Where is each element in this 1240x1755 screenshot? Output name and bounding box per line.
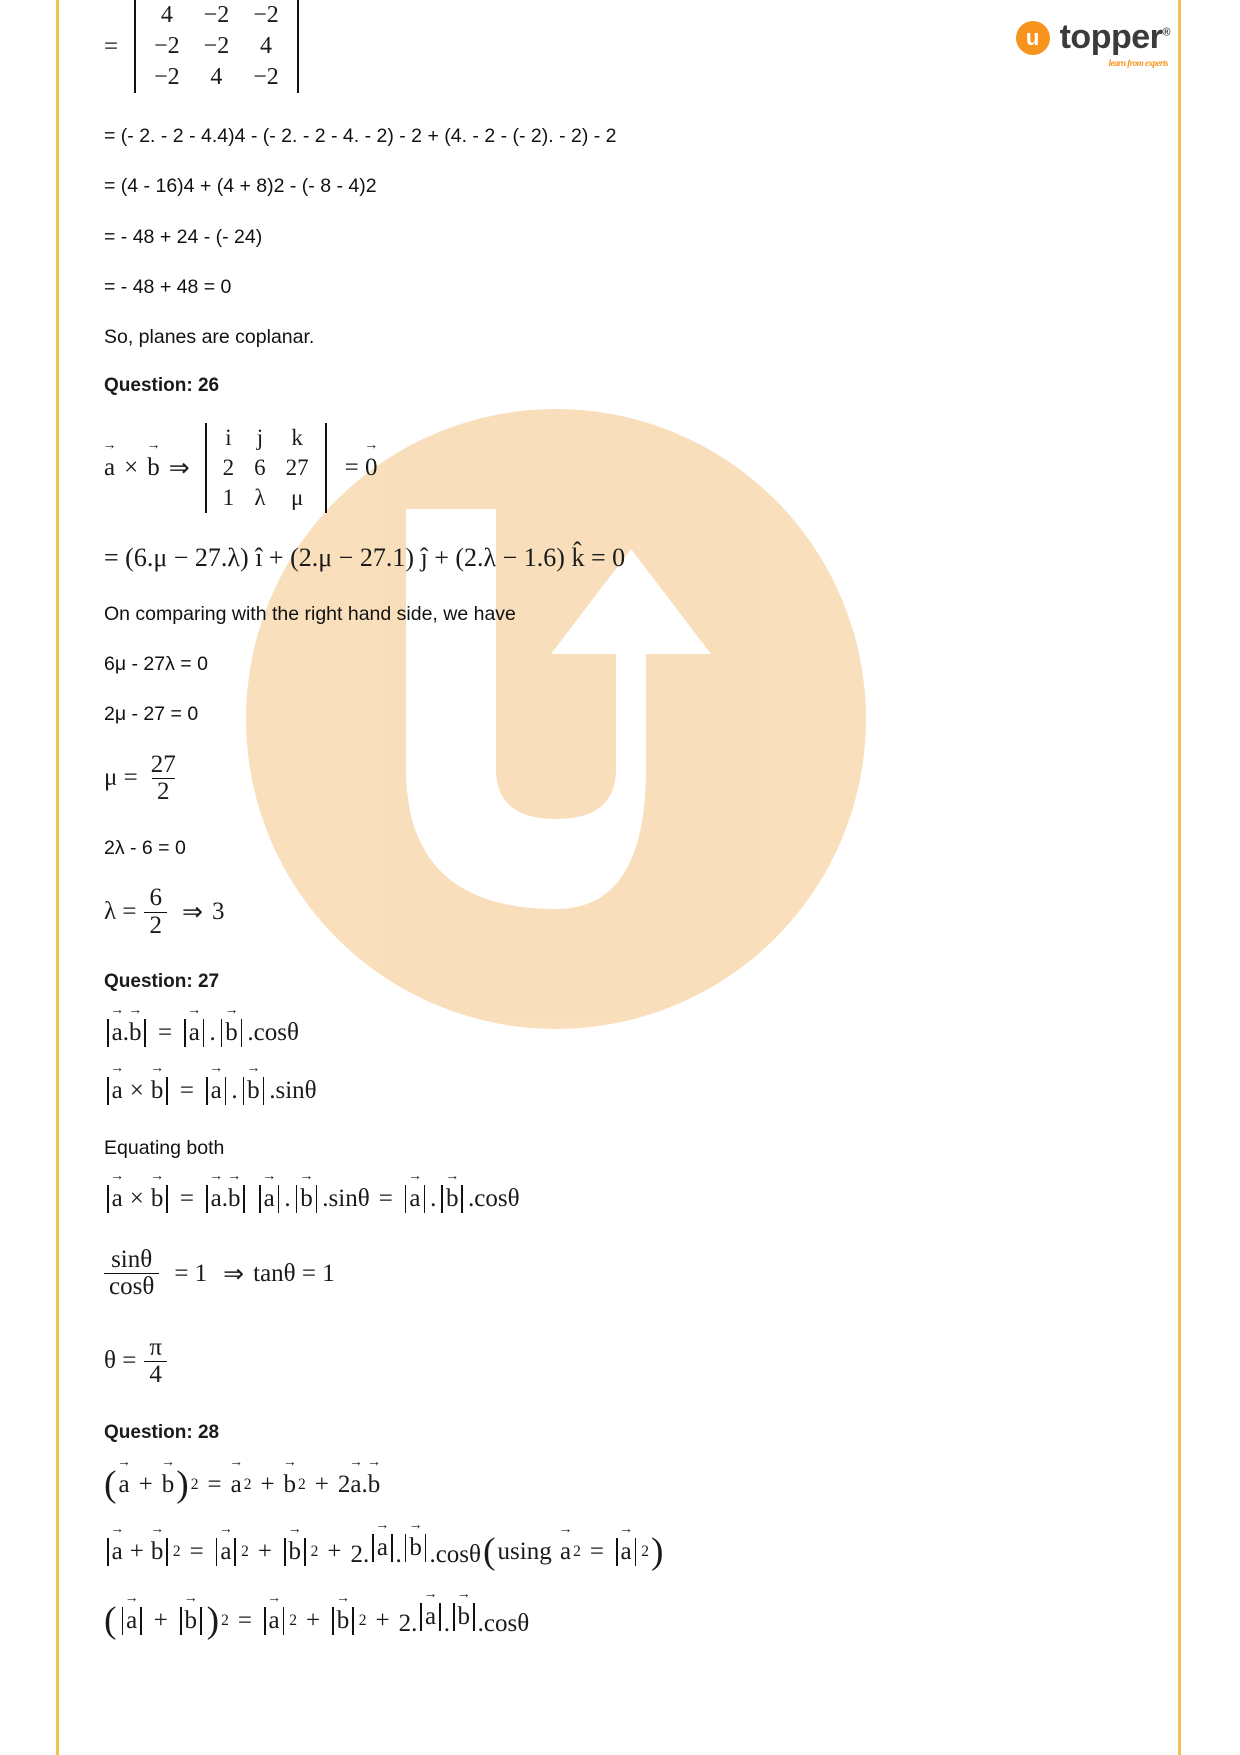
abs-a-plus-b bbox=[104, 1538, 171, 1566]
comparing-text: On comparing with the right hand side, we have bbox=[104, 602, 516, 625]
abs-bar bbox=[225, 1077, 227, 1105]
vector-b: b → bbox=[162, 1471, 175, 1499]
abs-bar bbox=[635, 1538, 637, 1566]
vector-b: b → bbox=[151, 1077, 164, 1105]
abs-a-dot-b: a → . b → bbox=[104, 1019, 149, 1047]
matrix-cell: −2 bbox=[154, 33, 180, 59]
mu-lhs: μ = bbox=[104, 764, 138, 792]
abs-bar bbox=[166, 1538, 168, 1566]
matrix-cell: 27 bbox=[285, 454, 309, 480]
vector-b: b → bbox=[337, 1607, 350, 1635]
equals-sign: = bbox=[589, 1537, 604, 1565]
fraction-numerator: π bbox=[149, 1333, 162, 1361]
table-row bbox=[213, 453, 319, 483]
term-2abcos: 2. a → . b → .cosθ bbox=[350, 1534, 481, 1569]
mu-value bbox=[104, 752, 1124, 806]
lambda-fraction bbox=[144, 885, 167, 939]
exponent-2: 2 bbox=[289, 1611, 297, 1629]
abs-bar bbox=[259, 1185, 261, 1213]
logo-text-label: topper bbox=[1059, 18, 1163, 56]
table-row bbox=[213, 423, 319, 453]
abs-bar bbox=[316, 1185, 318, 1213]
tan-theta-result: tanθ = 1 bbox=[253, 1259, 335, 1287]
sin-theta: .sinθ bbox=[322, 1185, 370, 1213]
combined-equation: a → × b → = a → . b → a → . b → .sinθ = a → . b → .cosθ bbox=[104, 1185, 1124, 1213]
question-28-equation-2 bbox=[104, 1530, 1124, 1572]
sin-over-cos-fraction bbox=[104, 1247, 159, 1301]
determinant-expression bbox=[104, 0, 1124, 93]
abs-bar bbox=[203, 1019, 205, 1047]
abs-bar bbox=[441, 1185, 443, 1213]
vector-a: a → bbox=[189, 1019, 200, 1047]
exponent-2: 2 bbox=[221, 1611, 229, 1629]
matrix-cell: i bbox=[225, 424, 232, 450]
matrix-cell: −2 bbox=[253, 2, 279, 28]
abs-a-cross-b bbox=[104, 1185, 171, 1213]
lambda-lhs: λ = bbox=[104, 898, 137, 926]
matrix-cell: k bbox=[291, 424, 303, 450]
tan-theta-line bbox=[104, 1247, 1124, 1301]
vector-a: a → bbox=[560, 1538, 571, 1566]
vector-a: a → bbox=[104, 454, 115, 482]
dot-product-magnitude: a → . b → = a → . b → .cosθ bbox=[104, 1019, 1124, 1047]
vector-b: b → bbox=[446, 1185, 459, 1213]
expansion-line-1: = (- 2. - 2 - 4.4)4 - (- 2. - 2 - 4. - 2) - 2 + (4. - 2 - (- 2). - 2) - 2 bbox=[104, 125, 617, 147]
document-content bbox=[104, 0, 1124, 1662]
plus-sign: + bbox=[314, 1471, 329, 1499]
abs-b bbox=[438, 1185, 466, 1213]
matrix-left-bar bbox=[205, 423, 207, 513]
matrix-cell: j bbox=[256, 424, 264, 450]
equals-sign: = bbox=[179, 1076, 195, 1104]
cross-symbol: × bbox=[129, 1185, 144, 1213]
vector-b: b → bbox=[247, 1077, 260, 1105]
mu-fraction bbox=[146, 752, 181, 806]
equals-sign: = bbox=[104, 32, 119, 60]
cross-product-magnitude: a → × b → = a → . b → .sinθ bbox=[104, 1077, 1124, 1105]
abs-b bbox=[293, 1185, 321, 1213]
matrix-cell: 4 bbox=[210, 64, 223, 90]
question-28-equation-3 bbox=[104, 1599, 1124, 1641]
abs-bar bbox=[405, 1185, 407, 1213]
abs-a bbox=[613, 1538, 639, 1566]
exponent-2: 2 bbox=[190, 1476, 199, 1494]
table-row bbox=[142, 31, 291, 62]
vector-a: a → bbox=[112, 1019, 123, 1047]
abs-bar bbox=[243, 1185, 245, 1213]
question-26-cross-product bbox=[104, 423, 1124, 513]
abs-a bbox=[261, 1607, 287, 1635]
abs-bar bbox=[283, 1607, 285, 1635]
matrix-cell: −2 bbox=[253, 64, 279, 90]
abs-bar bbox=[184, 1019, 186, 1047]
vector-a: a → bbox=[112, 1077, 123, 1105]
table-row bbox=[213, 483, 319, 513]
question-26-expansion bbox=[104, 543, 1124, 573]
abs-a-dot-b: a → . b → bbox=[203, 1185, 248, 1213]
matrix-cell: −2 bbox=[203, 33, 230, 59]
exponent-2: 2 bbox=[641, 1542, 649, 1560]
abs-a bbox=[402, 1185, 428, 1213]
determinant-right-bar bbox=[297, 0, 299, 93]
registered-mark: ® bbox=[1162, 26, 1170, 39]
exponent-2: 2 bbox=[172, 1542, 181, 1560]
question-28-equation-1 bbox=[104, 1464, 1124, 1506]
abs-bar bbox=[221, 1019, 223, 1047]
abs-bar bbox=[332, 1607, 334, 1635]
abs-bar bbox=[216, 1538, 218, 1566]
fraction-denominator: 2 bbox=[152, 778, 175, 805]
plus-sign: + bbox=[260, 1471, 275, 1499]
equation-2lambda-6: 2λ - 6 = 0 bbox=[104, 837, 186, 859]
abs-bar bbox=[424, 1185, 426, 1213]
abs-bar bbox=[107, 1185, 109, 1213]
vector-b: b → bbox=[284, 1471, 297, 1499]
abs-bar bbox=[200, 1607, 202, 1635]
abs-bar bbox=[107, 1019, 109, 1047]
exponent-2: 2 bbox=[241, 1542, 249, 1560]
exponent-2: 2 bbox=[573, 1542, 581, 1560]
conclusion-coplanar: So, planes are coplanar. bbox=[104, 326, 315, 349]
abs-bar bbox=[264, 1607, 266, 1635]
vector-a: a → bbox=[126, 1607, 137, 1635]
plus-sign: + bbox=[375, 1606, 390, 1634]
abs-b bbox=[329, 1607, 357, 1635]
vector-a: a → bbox=[211, 1185, 222, 1213]
abs-b bbox=[177, 1607, 205, 1635]
right-margin-rule bbox=[1178, 0, 1181, 1755]
vector-a: a → bbox=[621, 1538, 632, 1566]
plus-sign: + bbox=[327, 1537, 342, 1565]
abs-a bbox=[119, 1607, 145, 1635]
equating-text: Equating both bbox=[104, 1136, 225, 1159]
implies-symbol: ⇒ bbox=[223, 1260, 245, 1288]
theta-fraction bbox=[144, 1335, 167, 1389]
abs-a bbox=[256, 1185, 282, 1213]
logo-wordmark bbox=[1059, 18, 1170, 68]
abs-b bbox=[218, 1019, 246, 1047]
vector-a: a → bbox=[220, 1538, 231, 1566]
matrix-cell: 4 bbox=[160, 2, 173, 28]
abs-a bbox=[181, 1019, 207, 1047]
zero-vector: 0 → bbox=[365, 454, 378, 482]
fraction-numerator: 6 bbox=[149, 884, 162, 912]
equals-sign: = bbox=[207, 1471, 222, 1499]
vector-a: a → bbox=[264, 1185, 275, 1213]
abs-bar bbox=[140, 1607, 142, 1635]
vector-a: a → bbox=[409, 1185, 420, 1213]
cross-symbol: × bbox=[129, 1076, 144, 1104]
cos-theta: .cosθ bbox=[247, 1018, 299, 1046]
abs-bar bbox=[241, 1019, 243, 1047]
vector-a: a → bbox=[269, 1607, 280, 1635]
vector-b: b → bbox=[151, 1538, 164, 1566]
abs-bar bbox=[352, 1607, 354, 1635]
term-2ab: 2a →.b → bbox=[338, 1471, 380, 1499]
question-27-heading: Question: 27 bbox=[104, 970, 220, 992]
equals-one: = 1 bbox=[174, 1259, 208, 1287]
term-2abcos: 2. a → . b → .cosθ bbox=[399, 1603, 530, 1638]
exponent-2: 2 bbox=[243, 1476, 252, 1494]
exponent-2: 2 bbox=[310, 1542, 319, 1560]
expansion-text: = (6.μ − 27.λ) î + (2.μ − 27.1) ĵ + (2.λ − 1.6) k̂ = 0 bbox=[104, 542, 626, 572]
cos-theta: .cosθ bbox=[468, 1185, 520, 1213]
lambda-result: 3 bbox=[211, 898, 225, 926]
plus-sign: + bbox=[306, 1606, 321, 1634]
vector-b: b → bbox=[228, 1185, 241, 1213]
abs-b bbox=[240, 1077, 268, 1105]
abs-bar bbox=[296, 1185, 298, 1213]
vector-b: b → bbox=[225, 1019, 238, 1047]
vector-a: a → bbox=[211, 1077, 222, 1105]
close-paren: ) bbox=[206, 1599, 220, 1641]
matrix-cell: 2 bbox=[222, 454, 235, 480]
left-margin-rule bbox=[56, 0, 59, 1755]
matrix-cell: λ bbox=[254, 484, 266, 510]
plus-sign: + bbox=[153, 1606, 168, 1634]
matrix-cell: 1 bbox=[222, 484, 235, 510]
cross-product-matrix bbox=[199, 423, 333, 513]
equals-sign: = bbox=[237, 1606, 252, 1634]
equals-zero-vector: = bbox=[344, 453, 366, 481]
question-28-heading: Question: 28 bbox=[104, 1422, 220, 1444]
fraction-denominator: cosθ bbox=[104, 1273, 159, 1300]
abs-bar bbox=[166, 1077, 168, 1105]
abs-bar bbox=[206, 1185, 208, 1213]
abs-a bbox=[213, 1538, 239, 1566]
logo-tagline: learn from experts bbox=[1108, 58, 1168, 68]
abs-bar bbox=[144, 1019, 146, 1047]
open-paren: ( bbox=[104, 1599, 117, 1641]
plus-sign: + bbox=[129, 1537, 144, 1565]
abs-a bbox=[203, 1077, 229, 1105]
abs-bar bbox=[461, 1185, 463, 1213]
abs-bar bbox=[284, 1538, 286, 1566]
close-paren: ) bbox=[176, 1464, 189, 1506]
plus-sign: + bbox=[257, 1537, 272, 1565]
lambda-value bbox=[104, 885, 1124, 939]
abs-bar bbox=[122, 1607, 124, 1635]
abs-bar bbox=[616, 1538, 618, 1566]
fraction-numerator: 27 bbox=[150, 750, 176, 778]
table-row bbox=[142, 0, 291, 31]
open-paren: ( bbox=[104, 1464, 117, 1506]
table-row bbox=[142, 62, 291, 93]
vector-b: b → bbox=[300, 1185, 313, 1213]
equation-6mu-27lambda: 6μ - 27λ = 0 bbox=[104, 652, 208, 675]
abs-b bbox=[281, 1538, 309, 1566]
abs-a-cross-b bbox=[104, 1077, 171, 1105]
using-note: using bbox=[497, 1537, 558, 1565]
question-26-heading: Question: 26 bbox=[104, 374, 220, 396]
exponent-2: 2 bbox=[298, 1476, 306, 1494]
expansion-line-2: = (4 - 16)4 + (4 + 8)2 - (- 8 - 4)2 bbox=[104, 175, 377, 198]
equation-2mu-27: 2μ - 27 = 0 bbox=[104, 703, 199, 726]
determinant-matrix bbox=[128, 0, 305, 93]
matrix-cell: −2 bbox=[154, 64, 180, 90]
equals-sign: = bbox=[179, 1185, 195, 1213]
fraction-denominator: 2 bbox=[144, 912, 167, 939]
open-paren: ( bbox=[483, 1530, 496, 1572]
implies-symbol: ⇒ bbox=[181, 899, 203, 927]
expansion-line-3: = - 48 + 24 - (- 24) bbox=[104, 225, 263, 248]
abs-bar bbox=[180, 1607, 182, 1635]
equals-sign: = bbox=[189, 1537, 204, 1565]
abs-bar bbox=[263, 1077, 265, 1105]
fraction-numerator: sinθ bbox=[111, 1246, 153, 1274]
abs-bar bbox=[304, 1538, 306, 1566]
matrix-cell: −2 bbox=[203, 2, 230, 28]
equals-sign: = bbox=[378, 1185, 393, 1213]
vector-a: a → bbox=[112, 1185, 123, 1213]
vector-b: b → bbox=[129, 1019, 142, 1047]
topper-logo bbox=[1016, 18, 1170, 68]
abs-bar bbox=[107, 1077, 109, 1105]
abs-bar bbox=[107, 1538, 109, 1566]
vector-b: b → bbox=[151, 1185, 164, 1213]
abs-bar bbox=[243, 1077, 245, 1105]
implies-symbol: ⇒ bbox=[168, 454, 190, 482]
abs-bar bbox=[278, 1185, 280, 1213]
vector-a: a → bbox=[119, 1471, 130, 1499]
matrix-cell: μ bbox=[291, 484, 304, 510]
close-paren: ) bbox=[650, 1530, 664, 1572]
matrix-cell: 4 bbox=[259, 33, 272, 59]
matrix-cell: 6 bbox=[254, 454, 266, 480]
determinant-left-bar bbox=[134, 0, 136, 93]
abs-bar bbox=[166, 1185, 168, 1213]
vector-b: b → bbox=[147, 454, 160, 482]
theta-lhs: θ = bbox=[104, 1347, 137, 1375]
matrix-right-bar bbox=[325, 423, 327, 513]
cross-symbol: × bbox=[124, 453, 139, 481]
theta-value bbox=[104, 1335, 1124, 1389]
vector-b: b → bbox=[185, 1607, 198, 1635]
vector-b: b → bbox=[289, 1538, 302, 1566]
vector-a: a → bbox=[112, 1538, 123, 1566]
logo-mark-icon: u bbox=[1016, 21, 1050, 55]
equals-sign: = bbox=[158, 1018, 173, 1046]
plus-sign: + bbox=[138, 1471, 153, 1499]
abs-bar bbox=[206, 1077, 208, 1105]
fraction-denominator: 4 bbox=[144, 1361, 167, 1388]
sin-theta: .sinθ bbox=[269, 1076, 317, 1104]
expansion-line-4: = - 48 + 48 = 0 bbox=[104, 275, 232, 298]
abs-bar bbox=[234, 1538, 236, 1566]
vector-a: a → bbox=[231, 1471, 242, 1499]
exponent-2: 2 bbox=[358, 1611, 367, 1629]
